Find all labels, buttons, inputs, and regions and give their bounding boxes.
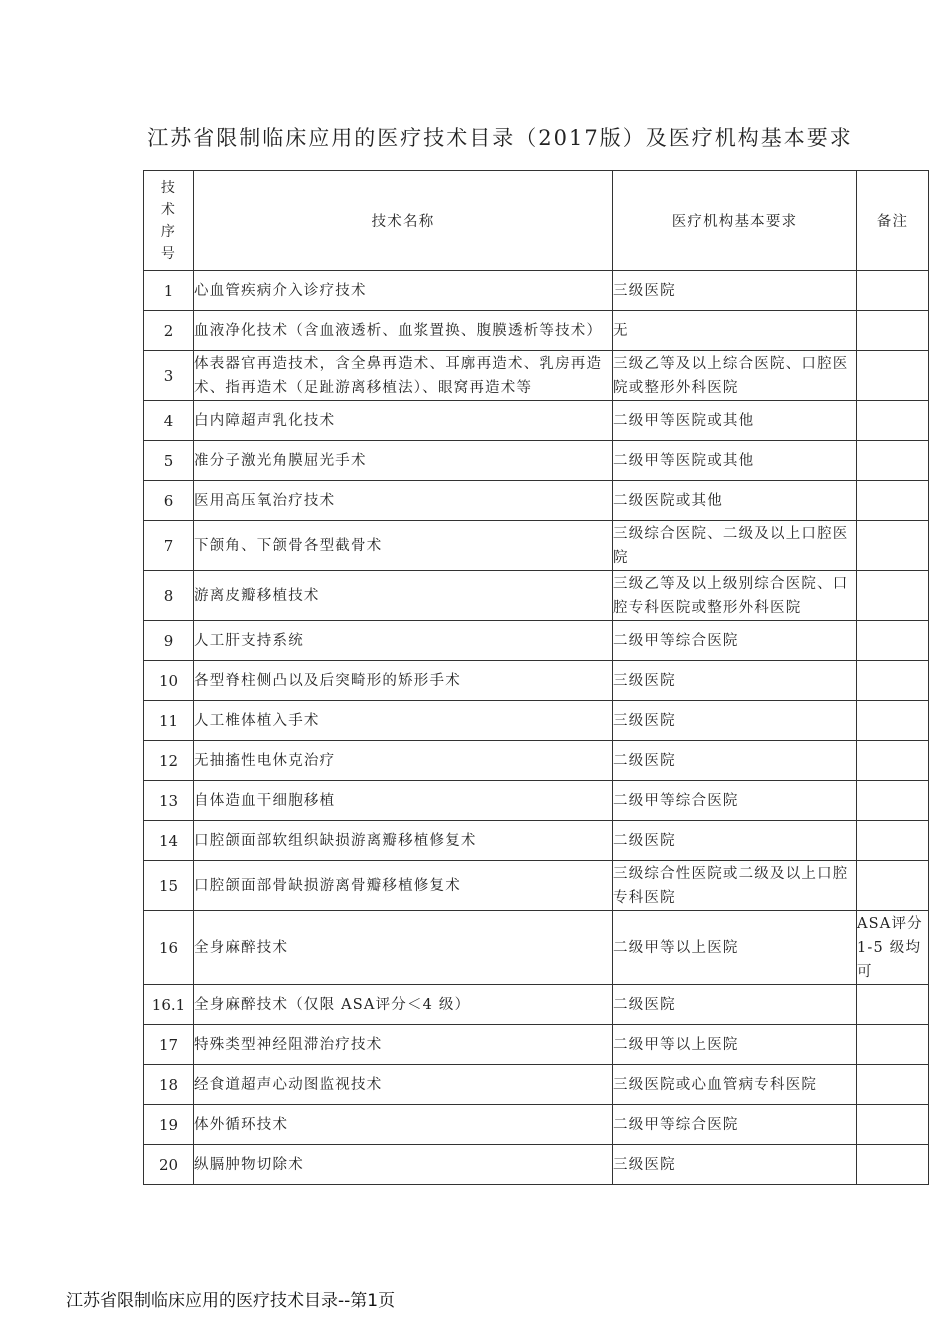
table-row [144,911,929,985]
row-no: 8 [144,571,194,621]
row-note [857,271,929,311]
row-note [857,1065,929,1105]
table-row [144,781,929,821]
table-row [144,481,929,521]
row-requirement: 三级医院 [613,661,857,701]
row-requirement: 三级医院或心血管病专科医院 [613,1065,857,1105]
header-no-char: 序 [160,223,177,240]
table-row [144,741,929,781]
row-note [857,861,929,911]
row-requirement: 二级甲等以上医院 [613,911,857,985]
table-row [144,271,929,311]
row-note [857,621,929,661]
row-technology-name: 无抽搐性电休克治疗 [194,741,613,781]
table-row [144,571,929,621]
row-technology-name: 体表器官再造技术，含全鼻再造术、耳廓再造术、乳房再造术、指再造术（足趾游离移植法）、眼窝再造术等 [194,351,613,401]
page-footer: 江苏省限制临床应用的医疗技术目录--第1页 [66,1291,396,1311]
row-no: 20 [144,1145,194,1185]
row-requirement: 二级甲等医院或其他 [613,441,857,481]
row-no: 16.1 [144,985,194,1025]
row-technology-name: 自体造血干细胞移植 [194,781,613,821]
row-note [857,441,929,481]
header-no-char: 术 [160,201,177,218]
row-note [857,1145,929,1185]
row-requirement: 二级医院 [613,985,857,1025]
row-requirement: 二级甲等综合医院 [613,1105,857,1145]
row-requirement: 二级甲等综合医院 [613,781,857,821]
row-note [857,741,929,781]
row-technology-name: 血液净化技术（含血液透析、血浆置换、腹膜透析等技术） [194,311,613,351]
page-title: 江苏省限制临床应用的医疗技术目录（2017版）及医疗机构基本要求 [147,126,853,150]
row-requirement: 三级乙等及以上级别综合医院、口腔专科医院或整形外科医院 [613,571,857,621]
row-no: 18 [144,1065,194,1105]
row-requirement: 二级甲等综合医院 [613,621,857,661]
table-row [144,311,929,351]
table-header-row [144,171,929,271]
row-technology-name: 准分子激光角膜屈光手术 [194,441,613,481]
table-row [144,985,929,1025]
row-technology-name: 口腔颌面部骨缺损游离骨瓣移植修复术 [194,861,613,911]
row-technology-name: 体外循环技术 [194,1105,613,1145]
row-no: 6 [144,481,194,521]
table-row [144,521,929,571]
row-technology-name: 经食道超声心动图监视技术 [194,1065,613,1105]
row-note [857,401,929,441]
row-note [857,701,929,741]
row-requirement: 二级医院 [613,821,857,861]
table-row [144,1145,929,1185]
row-requirement: 无 [613,311,857,351]
row-technology-name: 全身麻醉技术（仅限 ASA评分＜4 级） [194,985,613,1025]
row-no: 2 [144,311,194,351]
row-note [857,311,929,351]
table-row [144,1105,929,1145]
row-technology-name: 医用高压氧治疗技术 [194,481,613,521]
header-name: 技术名称 [194,171,613,271]
row-technology-name: 人工肝支持系统 [194,621,613,661]
row-technology-name: 人工椎体植入手术 [194,701,613,741]
row-technology-name: 白内障超声乳化技术 [194,401,613,441]
header-note: 备注 [857,171,929,271]
row-note: ASA评分 1-5 级均可 [857,911,929,985]
row-no: 12 [144,741,194,781]
table-row [144,441,929,481]
row-no: 3 [144,351,194,401]
row-requirement: 三级综合医院、二级及以上口腔医院 [613,521,857,571]
row-technology-name: 全身麻醉技术 [194,911,613,985]
table-row [144,701,929,741]
row-note [857,1105,929,1145]
row-technology-name: 心血管疾病介入诊疗技术 [194,271,613,311]
table-row [144,401,929,441]
row-no: 14 [144,821,194,861]
header-requirement: 医疗机构基本要求 [613,171,857,271]
row-technology-name: 游离皮瓣移植技术 [194,571,613,621]
row-requirement: 三级综合性医院或二级及以上口腔专科医院 [613,861,857,911]
header-no [144,171,194,271]
row-no: 4 [144,401,194,441]
row-no: 11 [144,701,194,741]
table-row [144,1065,929,1105]
table-row [144,1025,929,1065]
row-technology-name: 特殊类型神经阻滞治疗技术 [194,1025,613,1065]
row-requirement: 三级医院 [613,701,857,741]
row-no: 15 [144,861,194,911]
row-no: 16 [144,911,194,985]
row-technology-name: 口腔颌面部软组织缺损游离瓣移植修复术 [194,821,613,861]
row-no: 1 [144,271,194,311]
row-no: 19 [144,1105,194,1145]
table-row [144,621,929,661]
row-note [857,521,929,571]
row-requirement: 二级甲等医院或其他 [613,401,857,441]
row-requirement: 三级医院 [613,271,857,311]
row-requirement: 二级医院 [613,741,857,781]
row-no: 13 [144,781,194,821]
row-no: 5 [144,441,194,481]
row-technology-name: 各型脊柱侧凸以及后突畸形的矫形手术 [194,661,613,701]
row-note [857,571,929,621]
row-note [857,985,929,1025]
row-note [857,661,929,701]
row-no: 17 [144,1025,194,1065]
row-note [857,351,929,401]
technology-catalog-table [143,170,929,1185]
row-technology-name: 下颌角、下颌骨各型截骨术 [194,521,613,571]
table-row [144,351,929,401]
row-technology-name: 纵膈肿物切除术 [194,1145,613,1185]
row-no: 7 [144,521,194,571]
row-requirement: 三级医院 [613,1145,857,1185]
row-note [857,781,929,821]
row-note [857,1025,929,1065]
row-note [857,821,929,861]
row-no: 10 [144,661,194,701]
table-row [144,661,929,701]
row-requirement: 二级甲等以上医院 [613,1025,857,1065]
header-no-char: 号 [160,245,177,262]
header-no-char: 技 [160,179,177,196]
row-requirement: 二级医院或其他 [613,481,857,521]
row-note [857,481,929,521]
table-row [144,861,929,911]
row-no: 9 [144,621,194,661]
table-row [144,821,929,861]
row-requirement: 三级乙等及以上综合医院、口腔医院或整形外科医院 [613,351,857,401]
